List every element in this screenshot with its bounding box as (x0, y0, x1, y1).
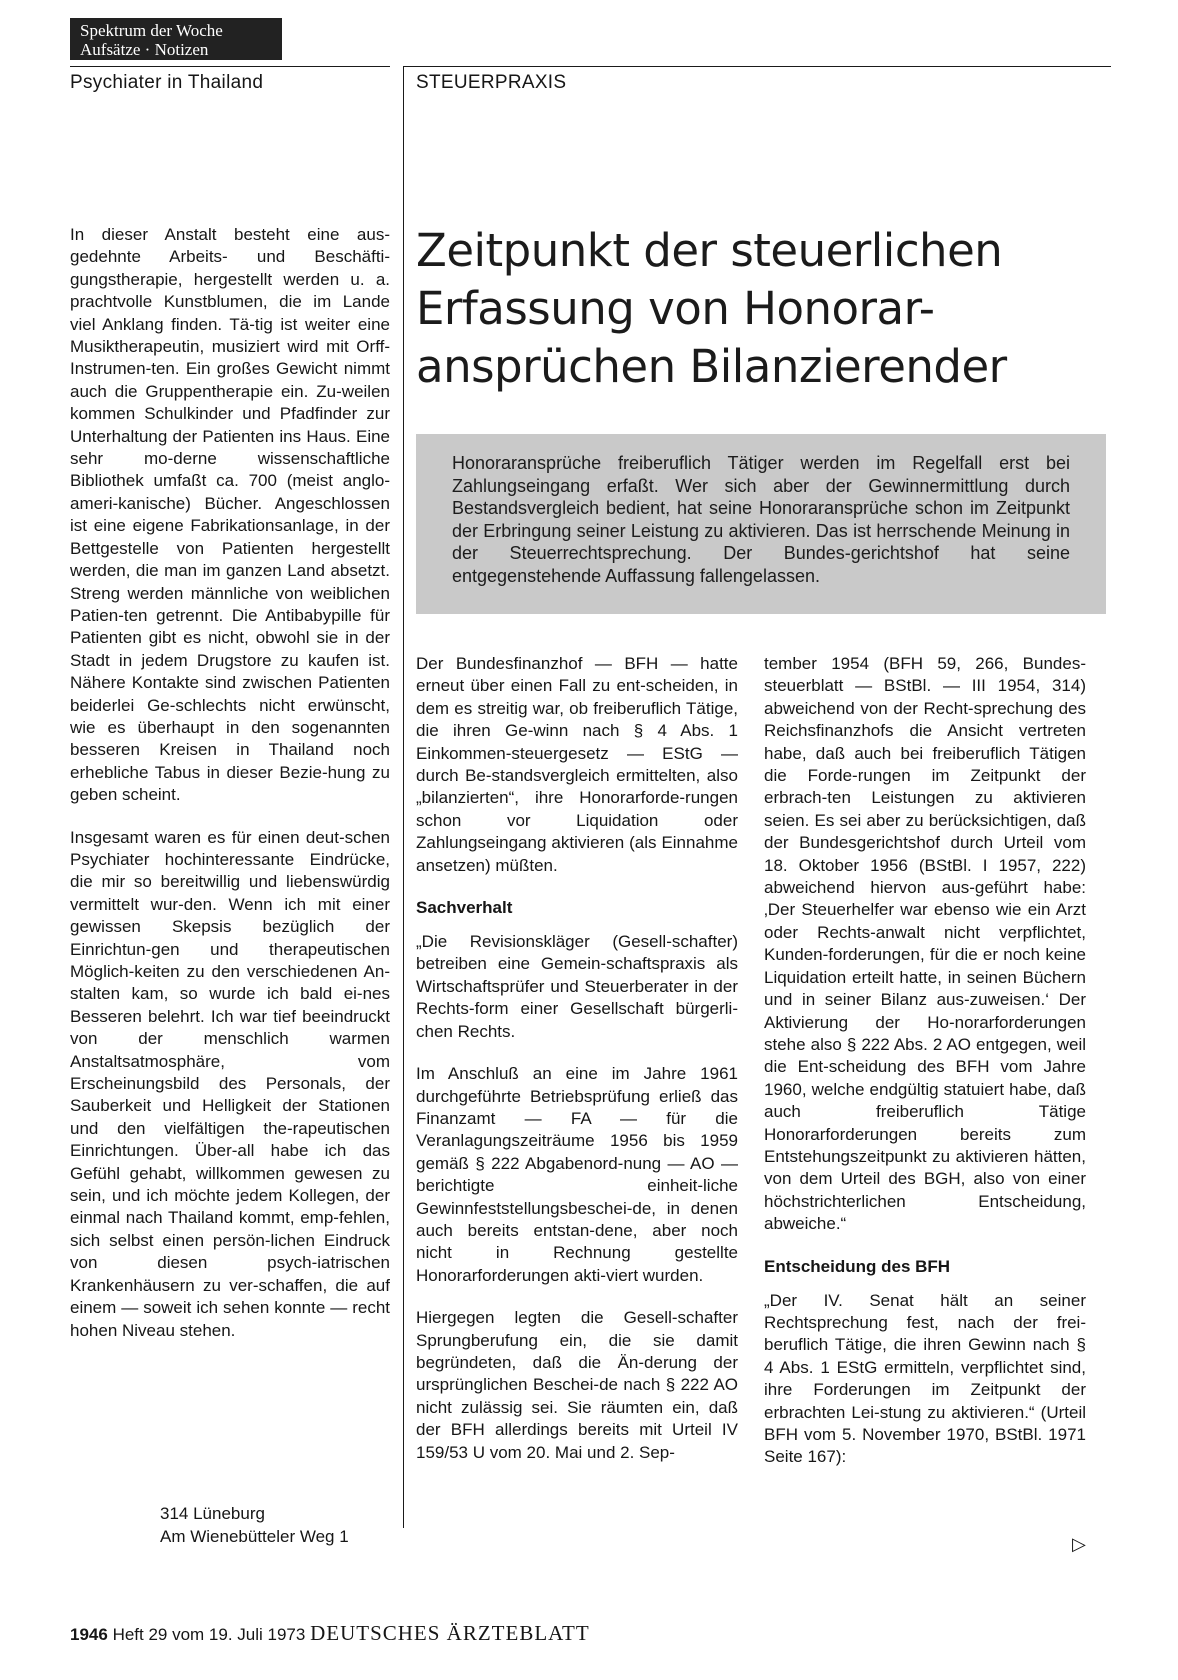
left-column-text (70, 224, 390, 1342)
page-footer (70, 1622, 970, 1646)
sachverhalt-paragraph-1: „Die Revisionskläger (Gesell-schafter) betreiben eine Gemein-schaftspraxis als Wirtschaftsprüfer und Steuerberater in der Rechts-form einer Gesellschaft bürgerli-chen Rechts. (416, 932, 738, 1041)
right-header-rule (403, 66, 1111, 67)
left-section-title: Psychiater in Thailand (70, 72, 264, 93)
badge-line-1: Spektrum der Woche (80, 21, 223, 40)
column-divider (403, 66, 404, 1528)
article-column-1 (416, 653, 738, 1464)
section-badge (70, 18, 282, 60)
page-number: 1946 (70, 1625, 108, 1644)
author-address (160, 1502, 395, 1548)
article-intro: Der Bundesfinanzhof — BFH — hatte erneut über einen Fall zu ent-scheiden, in dem es streitig war, ob freiberuflich Tätige, die ihren Ge-winn nach § 4 Abs. 1 Einkommen-steuergesetz — EStG — durch Be-standsvergleich ermittelten, also „bilanzierten“, ihre Honorarforde-rungen schon vor Liquidation oder Zahlungseingang aktivieren (als Einnahme ansetzen) müßten. (416, 654, 738, 875)
headline-line-2: Erfassung von Honorar- (416, 282, 935, 335)
issue-info: Heft 29 vom 19. Juli 1973 (112, 1625, 306, 1644)
right-section-title: STEUERPRAXIS (416, 72, 567, 93)
left-header-rule (70, 66, 390, 67)
headline-line-3: ansprüchen Bilanzierender (416, 340, 1007, 393)
entscheidung-paragraph (764, 1290, 1086, 1469)
sachverhalt-paragraph-3: Hiergegen legten die Gesell-schafter Sprungberufung ein, die sie damit begründeten, daß die Än-derung der ursprünglichen Beschei-de nach § 222 AO nicht zulässig sei. Sie räumten ein, daß der BFH allerdings bereits mit Urteil IV 159/53 U vom 20. Mai und 2. Sep- (416, 1308, 738, 1462)
subhead-entscheidung: Entscheidung des BFH (764, 1256, 951, 1276)
lead-text: Honoraransprüche freiberuflich Tätiger werden im Regelfall erst bei Zahlungseingang erfaßt. Wer sich aber der Gewinnermittlung durch Bestandsvergleich bedient, hat seine Honoraransprüche schon im Zeitpunkt der Erbringung seiner Leistung zu aktivieren. Das ist herrschende Meinung in der Steuerrechtsprechung. Der Bundes-gerichtshof hat seine entgegenstehende Auffassung fallengelassen. (452, 453, 1070, 586)
headline-line-1: Zeitpunkt der steuerlichen (416, 224, 1003, 277)
article-headline (416, 222, 1106, 396)
address-line-2: Am Wienebütteler Weg 1 (160, 1527, 349, 1546)
left-paragraph-1: In dieser Anstalt besteht eine aus-gedehnte Arbeits- und Beschäfti-gungstherapie, hergestellt werden u. a. prachtvolle Kunstblumen, die im Lande viel Anklang finden. Tä-tig ist weiter eine Musiktherapeutin, musiziert wird mit Orff-Instrumen-ten. Ein großes Gewicht nimmt auch die Gruppentherapie ein. Zu-weilen kommen Schulkinder und Pfadfinder zur Unterhaltung der Patienten ins Haus. Eine sehr mo-derne wissenschaftliche Bibliothek umfaßt ca. 700 (meist anglo-ameri-kanische) Bücher. Angeschlossen ist eine eigene Fabrikationsanlage, in der Bettgestelle von Patienten hergestellt werden, die man im ganzen Land absetzt. Streng werden männliche von weiblichen Patien-ten getrennt. Die Antibabypille für Patienten gibt es nicht, obwohl sie in der Stadt in jedem Drugstore zu kaufen ist. Nähere Kontakte sind zwischen Patienten beiderlei Ge-schlechts nicht erwünscht, wie es überhaupt in den sogenannten besseren Kreisen in Thailand noch erhebliche Tabus in dieser Bezie-hung zu geben scheint. (70, 225, 390, 805)
lead-box (416, 434, 1106, 614)
sachverhalt-paragraph-2: Im Anschluß an eine im Jahre 1961 durchgeführte Betriebsprüfung erließ das Finanzamt — FA — für die Veranlagungszeiträume 1956 bis 1959 gemäß § 222 Abgabenord-nung — AO — berichtigte einheit-liche Gewinnfeststellungsbeschei-de, in denen auch bereits entstan-dene, aber noch nicht in Rechnung gestellte Honorarforderungen akti-viert wurden. (416, 1064, 738, 1285)
badge-line-2: Aufsätze · Notizen (80, 40, 209, 59)
article-column-2 (764, 653, 1086, 1469)
entscheidung-text: „Der IV. Senat hält an seiner Rechtsprechung fest, nach der frei-beruflich Tätige, die ihren Gewinn nach § 4 Abs. 1 EStG ermitteln, verpflichtet sind, ihre Forderungen im Zeitpunkt der erbrachten Lei-stung zu aktivieren.“ (Urteil BFH vom 5. November 1970, BStBl. 1971 Seite 167): (764, 1290, 1086, 1467)
publication-name: DEUTSCHES ÄRZTEBLATT (310, 1621, 590, 1645)
continued-arrow-icon: ▷ (1072, 1534, 1086, 1554)
address-line-1: 314 Lüneburg (160, 1504, 265, 1523)
subhead-sachverhalt: Sachverhalt (416, 898, 513, 918)
column-2-continuation: tember 1954 (BFH 59, 266, Bundes-steuerblatt — BStBl. — III 1954, 314) abweichend von der Recht-sprechung des Reichsfinanzhofs die Ansicht vertreten habe, daß auch bei freiberuflich Tätigen die Forde-rungen im Zeitpunkt der erbrach-ten Leistungen zu aktivieren seien. Es sei aber zu berücksichtigen, daß der Bundesgerichtshof durch Urteil vom 18. Oktober 1956 (BStBl. I 1957, 222) abweichend hiervon aus-geführt habe: ‚Der Steuerhelfer war ebenso wie ein Arzt oder Rechts-anwalt nicht verpflichtet, Kunden-forderungen, für die er noch keine Liquidation erteilt hatte, in seinen Büchern und in seiner Bilanz aus-zuweisen.‘ Der Aktivierung der Ho-norarforderungen stehe also § 222 Abs. 2 AO entgegen, weil die Ent-scheidung des BFH vom Jahre 1960, welche endgültig statuiert habe, daß auch freiberuflich Tätige Honorarforderungen bereits zum Entstehungszeitpunkt zu aktivieren hätten, von dem Urteil des BGH, also von einer höchstrichterlichen Entscheidung, abweiche.“ (764, 654, 1086, 1234)
left-paragraph-2: Insgesamt waren es für einen deut-schen Psychiater hochinteressante Eindrücke, die mir so bereitwillig und liebenswürdig vermittelt wur-den. Wenn ich mit einer gewissen Skepsis bezüglich der Einrichtun-gen und therapeutischen Möglich-keiten zu den verschiedenen An-stalten kam, so wurde ich bald ei-nes Besseren belehrt. Ich war tief beeindruckt von der menschlich warmen Anstaltsatmosphäre, vom Erscheinungsbild des Personals, der Sauberkeit und Helligkeit der Stationen und den vielfältigen the-rapeutischen Einrichtungen. Über-all habe ich das Gefühl gehabt, willkommen gewesen zu sein, und ich möchte jedem Kollegen, der einmal nach Thailand kommt, emp-fehlen, sich selbst einen persön-lichen Eindruck von diesen psych-iatrischen Krankenhäusern zu ver-schaffen, die auf einem — soweit ich sehen konnte — recht hohen Niveau stehen. (70, 827, 390, 1340)
